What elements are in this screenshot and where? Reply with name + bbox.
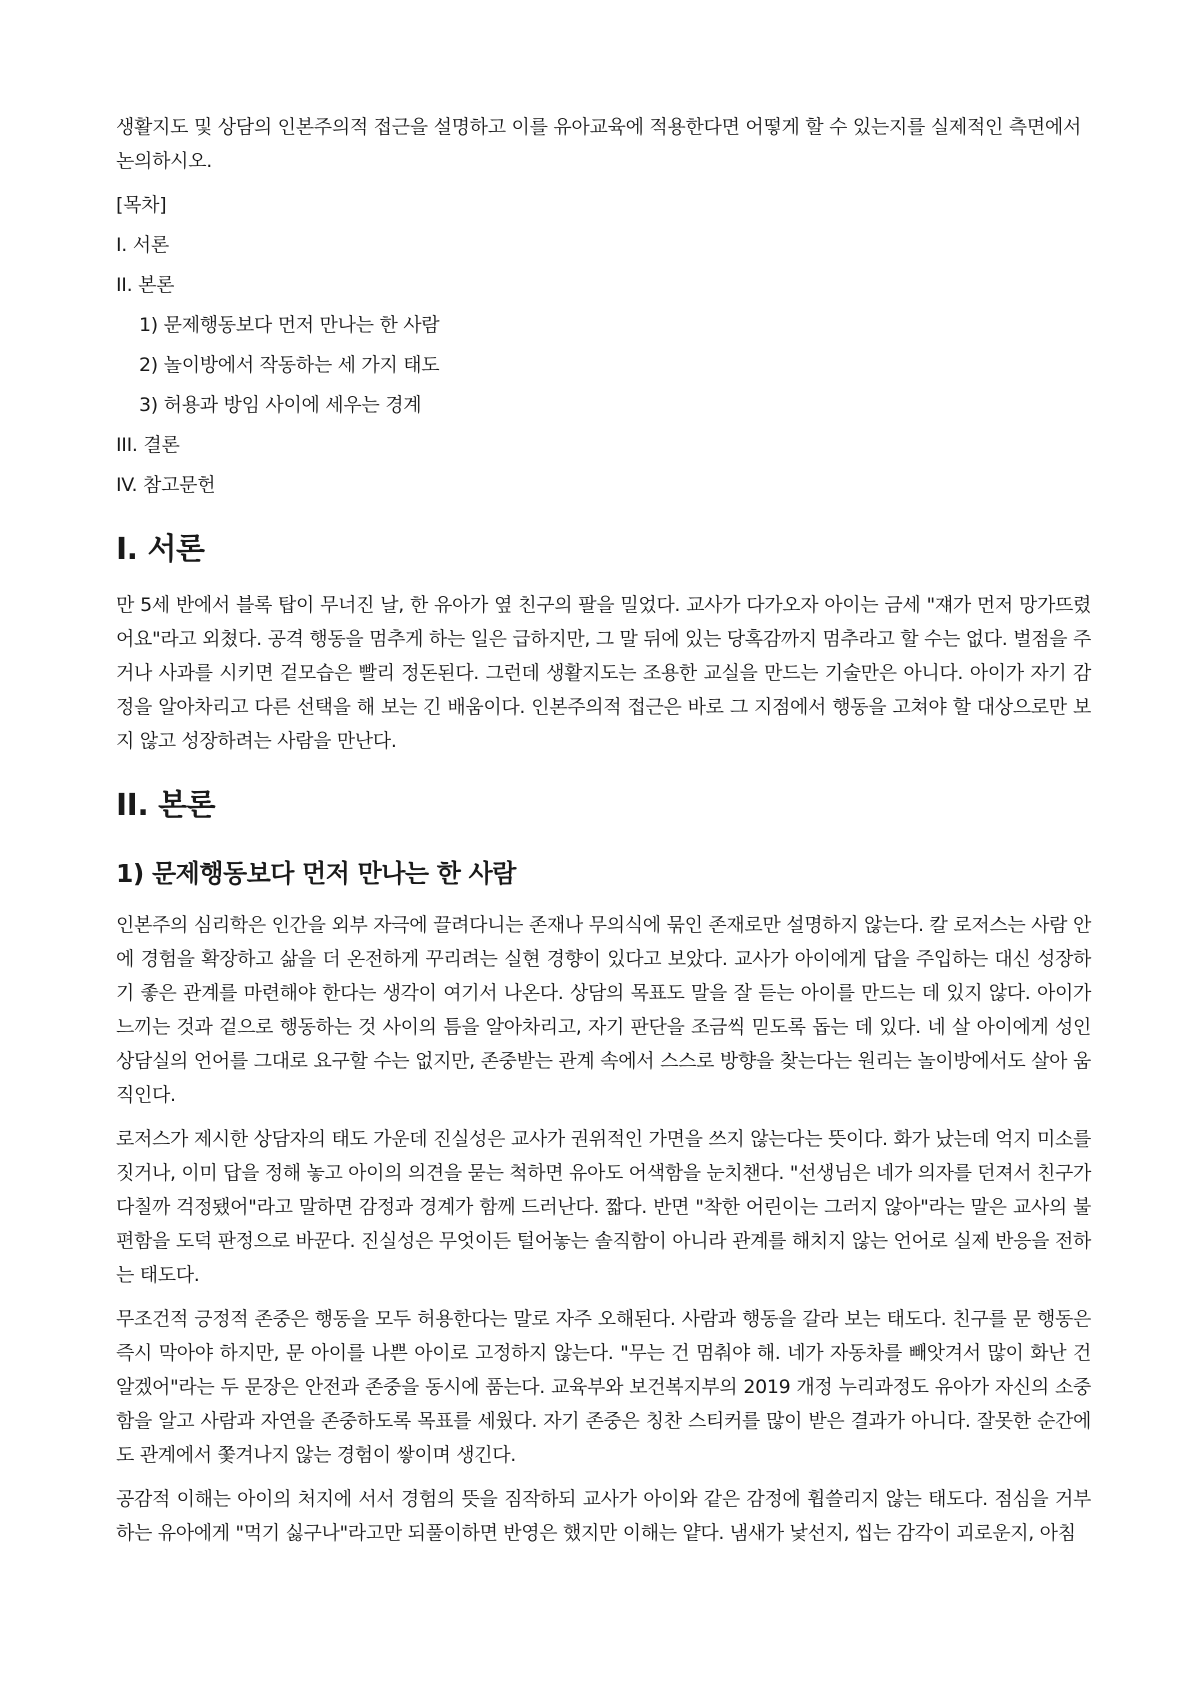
toc-item-references: IV. 참고문헌	[116, 474, 216, 496]
toc-item-body: II. 본론	[116, 274, 175, 296]
toc-item-body-sub2: 2) 놀이방에서 작동하는 세 가지 태도	[139, 354, 440, 376]
table-of-contents	[116, 188, 1091, 502]
toc-item-conclusion: III. 결론	[116, 434, 180, 456]
body-paragraph-3: 무조건적 긍정적 존중은 행동을 모두 허용한다는 말로 자주 오해된다. 사람과 행동을 갈라 보는 태도다. 친구를 문 행동은 즉시 막아야 하지만, 문 아이를 나쁜 아이로 고정하지 않는다. "무는 건 멈춰야 해. 네가 자동차를 빼앗겨서 많이 화난 건 알겠어"라는 두 문장은 안전과 존중을 동시에 품는다. 교육부와 보건복지부의 2019 개정 누리과정도 유아가 자신의 소중함을 알고 사람과 자연을 존중하도록 목표를 세웠다. 자기 존중은 칭찬 스티커를 많이 받은 결과가 아니다. 잘못한 순간에도 관계에서 쫓겨나지 않는 경험이 쌓이며 생긴다.	[116, 1308, 1091, 1466]
subsection-heading-1: 1) 문제행동보다 먼저 만나는 한 사람	[116, 859, 516, 888]
section-heading-body: II. 본론	[116, 788, 216, 823]
body-paragraph-2: 로저스가 제시한 상담자의 태도 가운데 진실성은 교사가 권위적인 가면을 쓰지 않는다는 뜻이다. 화가 났는데 억지 미소를 짓거나, 이미 답을 정해 놓고 아이의 의견을 묻는 척하면 유아도 어색함을 눈치챈다. "선생님은 네가 의자를 던져서 친구가 다칠까 걱정됐어"라고 말하면 감정과 경계가 함께 드러난다. 짧다. 반면 "착한 어린이는 그러지 않아"라는 말은 교사의 불편함을 도덕 판정으로 바꾼다. 진실성은 무엇이든 털어놓는 솔직함이 아니라 관계를 해치지 않는 언어로 실제 반응을 전하는 태도다.	[116, 1128, 1091, 1286]
document-page	[116, 110, 1091, 1560]
assignment-prompt: 생활지도 및 상담의 인본주의적 접근을 설명하고 이를 유아교육에 적용한다면 어떻게 할 수 있는지를 실제적인 측면에서 논의하시오.	[116, 116, 1082, 172]
toc-title: [목차]	[116, 194, 167, 216]
body-paragraph-1: 인본주의 심리학은 인간을 외부 자극에 끌려다니는 존재나 무의식에 묶인 존재로만 설명하지 않는다. 칼 로저스는 사람 안에 경험을 확장하고 삶을 더 온전하게 꾸리려는 실현 경향이 있다고 보았다. 교사가 아이에게 답을 주입하는 대신 성장하기 좋은 관계를 마련해야 한다는 생각이 여기서 나온다. 상담의 목표도 말을 잘 듣는 아이를 만드는 데 있지 않다. 아이가 느끼는 것과 겉으로 행동하는 것 사이의 틈을 알아차리고, 자기 판단을 조금씩 믿도록 돕는 데 있다. 네 살 아이에게 성인 상담실의 언어를 그대로 요구할 수는 없지만, 존중받는 관계 속에서 스스로 방향을 찾는다는 원리는 놀이방에서도 살아 움직인다.	[116, 914, 1091, 1106]
toc-item-body-sub3: 3) 허용과 방임 사이에 세우는 경계	[139, 394, 422, 416]
toc-item-body-sub1: 1) 문제행동보다 먼저 만나는 한 사람	[139, 314, 440, 336]
section-heading-intro: I. 서론	[116, 532, 205, 567]
toc-item-intro: I. 서론	[116, 234, 169, 256]
body-paragraph-4: 공감적 이해는 아이의 처지에 서서 경험의 뜻을 짐작하되 교사가 아이와 같은 감정에 휩쓸리지 않는 태도다. 점심을 거부하는 유아에게 "먹기 싫구나"라고만 되풀이하면 반영은 했지만 이해는 얕다. 냄새가 낯선지, 씹는 감각이 괴로운지, 아침	[116, 1488, 1091, 1544]
intro-paragraph: 만 5세 반에서 블록 탑이 무너진 날, 한 유아가 옆 친구의 팔을 밀었다. 교사가 다가오자 아이는 금세 "쟤가 먼저 망가뜨렸어요"라고 외쳤다. 공격 행동을 멈추게 하는 일은 급하지만, 그 말 뒤에 있는 당혹감까지 멈추라고 할 수는 없다. 벌점을 주거나 사과를 시키면 겉모습은 빨리 정돈된다. 그런데 생활지도는 조용한 교실을 만드는 기술만은 아니다. 아이가 자기 감정을 알아차리고 다른 선택을 해 보는 긴 배움이다. 인본주의적 접근은 바로 그 지점에서 행동을 고쳐야 할 대상으로만 보지 않고 성장하려는 사람을 만난다.	[116, 594, 1091, 752]
